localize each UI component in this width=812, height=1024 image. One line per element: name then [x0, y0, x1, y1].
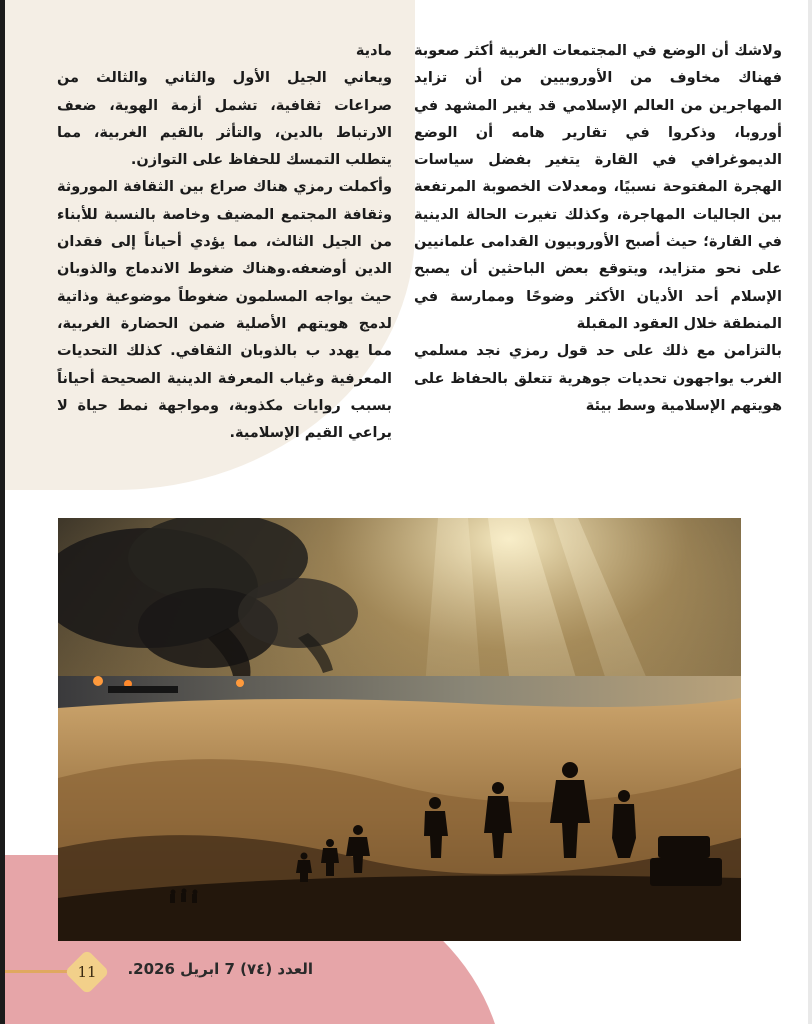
paragraph: مادية	[355, 43, 392, 59]
page-number: 11	[77, 963, 97, 981]
footer-accent-line	[5, 970, 73, 973]
article-illustration	[58, 518, 741, 941]
paragraph: ولاشك أن الوضع في المجتمعات الغربية أكثر صعوبة فهناك مخاوف من الأوروبيين من أن تزايد المهاجرين من العالم الإسلامي قد يغير المشهد في أوروبا، وذكروا في تقارير هامه أن الوضع الديموغرافي في القارة يتغير بفضل سياسات الهجرة المفتوحة نسبيًا، ومعدلات الخصوبة المرتفعة بين الجاليات المهاجرة، وكذلك تغيرت الحالة الدينية في القارة؛ حيث أصبح الأوروبيون القدامى علمانيين على نحو متزايد، ويتوقع بعض الباحثين أن يصبح الإسلام أحد الأديان الأكثر وضوحًا وممارسة في المنطقة خلال العقود المقبلة	[414, 43, 782, 332]
magazine-page	[5, 0, 808, 1024]
paragraph: ويعاني الجيل الأول والثاني والثالث من صراعات ثقافية، تشمل أزمة الهوية، ضعف الارتباط بالدين، والتأثر بالقيم الغربية، مما يتطلب التمسك للحفاظ على التوازن.	[57, 70, 392, 169]
scan-edge-right	[808, 0, 812, 1024]
article-column-left	[57, 38, 392, 447]
paragraph: وأكملت رمزي هناك صراع بين الثقافة الموروثة وثقافة المجتمع المضيف وخاصة بالنسبة للأبناء من الجيل الثالث، مما يؤدي أحياناً إلى فقدان الدين أوضعفه.وهناك ضغوط الاندماج والذوبان حيث يواجه المسلمون ضغوطاً موضوعية وذاتية لدمج هويتهم الأصلية ضمن الحضارة الغربية، مما يهدد ب بالذوبان الثقافي. كذلك التحديات المعرفية وغياب المعرفة الدينية الصحيحة أحياناً بسبب روايات مكذوبة، ومواجهة نمط حياة لا يراعي القيم الإسلامية.	[57, 179, 392, 442]
issue-info: العدد (٧٤) 7 ابريل 2026.	[127, 960, 313, 978]
article-column-right	[414, 38, 782, 420]
paragraph: بالتزامن مع ذلك على حد قول رمزي نجد مسلمي الغرب يواجهون تحديات جوهرية تتعلق بالحفاظ على هويتهم الإسلامية وسط بيئة	[414, 343, 782, 414]
